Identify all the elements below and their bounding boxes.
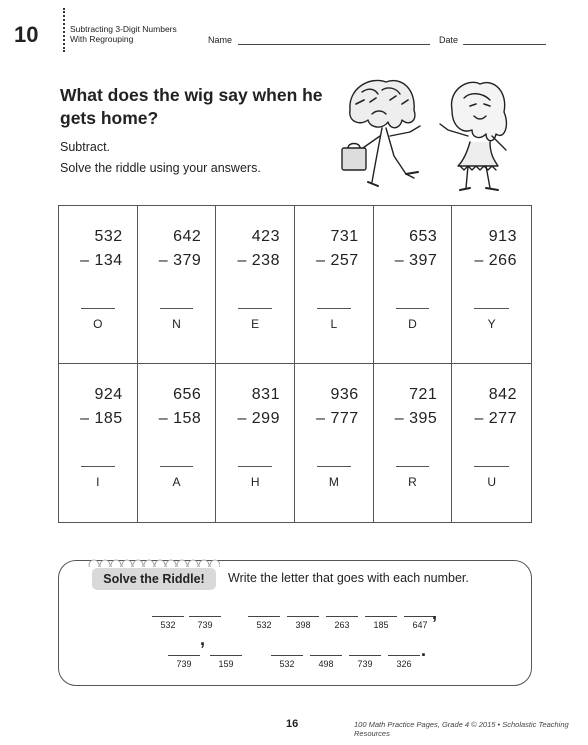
problem-grid bbox=[58, 205, 532, 523]
riddle-comma: , bbox=[432, 603, 438, 623]
riddle-blank[interactable]: 185 bbox=[365, 616, 397, 630]
subtrahend: – 134 bbox=[80, 252, 123, 269]
minuend: 532 bbox=[94, 228, 123, 245]
answer-blank[interactable] bbox=[317, 308, 351, 309]
minuend: 936 bbox=[330, 386, 359, 403]
problem-letter: E bbox=[251, 317, 260, 331]
riddle-blank[interactable]: 263 bbox=[326, 616, 358, 630]
problem-letter: A bbox=[172, 475, 181, 489]
subtrahend: – 777 bbox=[316, 410, 359, 427]
answer-blank[interactable] bbox=[238, 308, 272, 309]
two-wig-characters-illustration bbox=[330, 70, 520, 194]
problem-letter: U bbox=[487, 475, 496, 489]
date-field[interactable] bbox=[463, 44, 546, 45]
problem-letter: Y bbox=[487, 317, 496, 331]
problem-cell bbox=[59, 364, 138, 522]
minuend: 642 bbox=[173, 228, 202, 245]
problem-cell bbox=[216, 364, 295, 522]
page-number: 16 bbox=[286, 718, 299, 730]
answer-blank[interactable] bbox=[81, 466, 115, 467]
subtrahend: – 257 bbox=[316, 252, 359, 269]
subtrahend: – 395 bbox=[394, 410, 438, 427]
problem-cell bbox=[295, 206, 374, 364]
answer-blank[interactable] bbox=[474, 308, 509, 309]
riddle-blank[interactable]: 739 bbox=[189, 616, 221, 630]
problem-cell bbox=[452, 206, 531, 364]
lesson-subtitle bbox=[70, 24, 177, 44]
problem-cell bbox=[216, 206, 295, 364]
riddle-comma: , bbox=[200, 629, 206, 649]
riddle-blank[interactable]: 532 bbox=[248, 616, 280, 630]
subtrahend: – 238 bbox=[237, 252, 280, 269]
riddle-blank[interactable]: 739 bbox=[168, 655, 200, 669]
problem-cell bbox=[452, 364, 531, 522]
answer-blank[interactable] bbox=[238, 466, 272, 467]
minuend: 423 bbox=[251, 228, 280, 245]
minuend: 831 bbox=[251, 386, 280, 403]
subtrahend: – 299 bbox=[237, 410, 280, 427]
minuend: 842 bbox=[488, 386, 517, 403]
minuend: 924 bbox=[94, 386, 123, 403]
riddle-period: . bbox=[421, 640, 427, 660]
header-divider bbox=[63, 8, 65, 52]
problem-cell bbox=[374, 364, 453, 522]
name-field[interactable] bbox=[238, 44, 430, 45]
riddle-blank[interactable]: 532 bbox=[271, 655, 303, 669]
subtrahend: – 379 bbox=[158, 252, 202, 269]
scallop-decoration bbox=[88, 555, 220, 567]
problem-cell bbox=[138, 364, 217, 522]
answer-blank[interactable] bbox=[317, 466, 351, 467]
subtrahend: – 266 bbox=[474, 252, 517, 269]
lesson-subtitle-line2: With Regrouping bbox=[70, 34, 134, 44]
instruction-subtract: Subtract. bbox=[60, 140, 111, 154]
lesson-number: 10 bbox=[14, 22, 39, 47]
lesson-subtitle-line1: Subtracting 3-Digit Numbers bbox=[70, 24, 177, 34]
instruction-solve: Solve the riddle using your answers. bbox=[60, 161, 261, 175]
riddle-blank[interactable]: 398 bbox=[287, 616, 319, 630]
problem-letter: R bbox=[408, 475, 417, 489]
problem-letter: D bbox=[408, 317, 417, 331]
minuend: 731 bbox=[330, 228, 359, 245]
riddle-blank[interactable]: 326 bbox=[388, 655, 420, 669]
subtrahend: – 185 bbox=[80, 410, 123, 427]
subtrahend: – 397 bbox=[394, 252, 438, 269]
riddle-blank[interactable]: 647 bbox=[404, 616, 436, 630]
subtrahend: – 277 bbox=[474, 410, 517, 427]
answer-blank[interactable] bbox=[474, 466, 509, 467]
name-label: Name bbox=[208, 35, 233, 45]
answer-blank[interactable] bbox=[160, 308, 194, 309]
answer-blank[interactable] bbox=[160, 466, 194, 467]
problem-letter: M bbox=[328, 475, 339, 489]
riddle-blank[interactable]: 739 bbox=[349, 655, 381, 669]
problem-letter: L bbox=[330, 317, 338, 331]
problem-cell bbox=[374, 206, 453, 364]
minuend: 653 bbox=[409, 228, 438, 245]
minuend: 656 bbox=[173, 386, 202, 403]
answer-blank[interactable] bbox=[81, 308, 115, 309]
subtrahend: – 158 bbox=[158, 410, 202, 427]
problem-letter: I bbox=[96, 475, 100, 489]
minuend: 721 bbox=[409, 386, 438, 403]
problem-letter: H bbox=[250, 475, 260, 489]
page-title: What does the wig say when he gets home? bbox=[60, 85, 323, 128]
problem-letter: N bbox=[172, 317, 181, 331]
date-label: Date bbox=[439, 35, 459, 45]
problem-cell bbox=[138, 206, 217, 364]
minuend: 913 bbox=[488, 228, 517, 245]
riddle-instruction: Write the letter that goes with each number. bbox=[228, 571, 469, 585]
riddle-blank[interactable]: 159 bbox=[210, 655, 242, 669]
problem-cell bbox=[59, 206, 138, 364]
problem-letter: O bbox=[93, 317, 103, 331]
riddle-blank[interactable]: 532 bbox=[152, 616, 184, 630]
answer-blank[interactable] bbox=[396, 466, 430, 467]
riddle-blank[interactable]: 498 bbox=[310, 655, 342, 669]
answer-blank[interactable] bbox=[396, 308, 430, 309]
riddle-label: Solve the Riddle! bbox=[92, 568, 216, 590]
problem-cell bbox=[295, 364, 374, 522]
footer-credit: 100 Math Practice Pages, Grade 4 © 2015 • Scholastic Teaching Resources bbox=[354, 720, 569, 738]
